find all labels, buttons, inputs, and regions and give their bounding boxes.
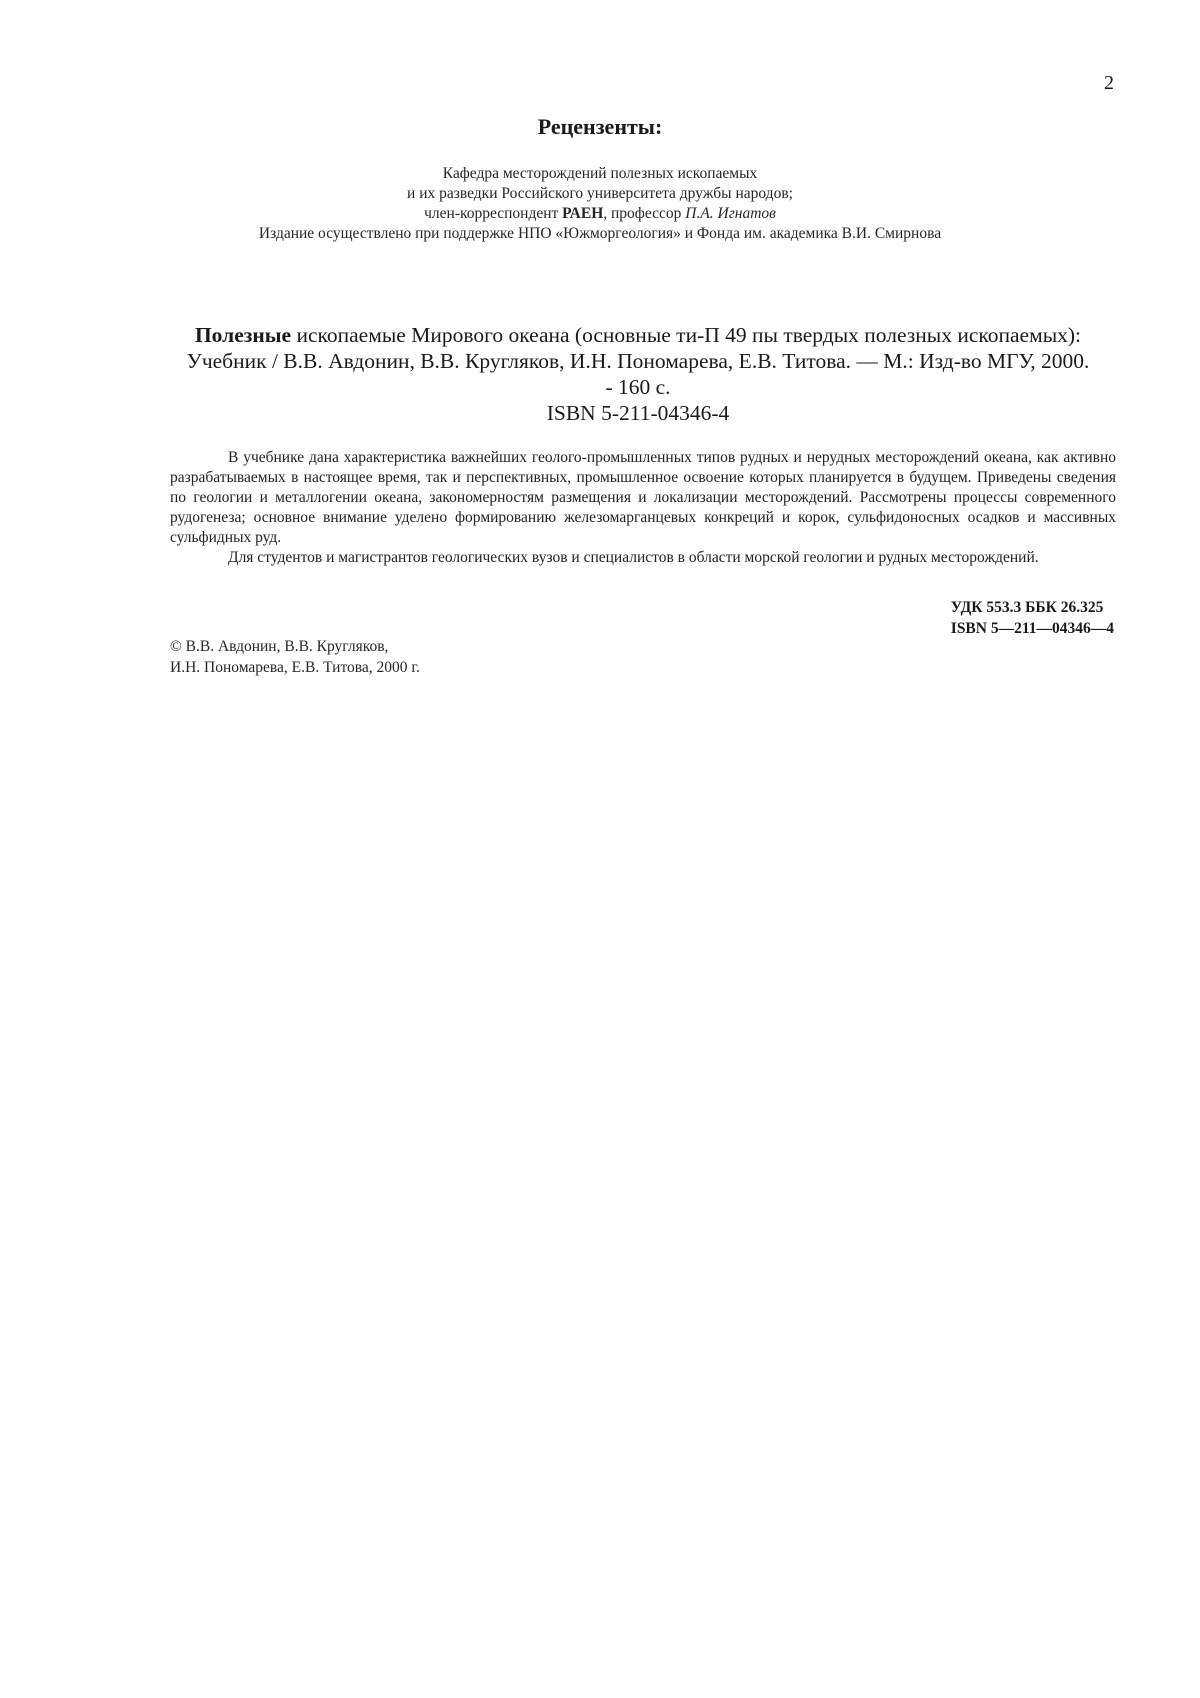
reviewers-line-3 [0, 204, 1200, 224]
citation-isbn-line: ISBN 5-211-04346-4 [546, 401, 730, 425]
citation-title-rest: ископаемые Мирового океана (основные ти-П 49 пы твердых полезных ископаемых): [291, 323, 1082, 347]
copyright-notice [170, 636, 420, 678]
citation-title-bold: Полезные [194, 323, 292, 347]
isbn-code: ISBN 5—211—04346—4 [950, 620, 1114, 637]
reviewer-title: член-корреспондент [424, 205, 563, 222]
copyright-line-1: © В.В. Авдонин, В.В. Кругляков, [170, 638, 389, 655]
udk-bbk-codes: УДК 553.3 ББК 26.325 [950, 599, 1104, 616]
copyright-line-2: И.Н. Пономарева, Е.В. Титова, 2000 г. [170, 659, 420, 676]
bibliographic-citation [160, 322, 1116, 426]
reviewers-line-1: Кафедра месторождений полезных ископаемых [442, 165, 758, 182]
abstract-paragraph-1: В учебнике дана характеристика важнейших геолого-промышленных типов рудных и нерудных месторождений океана, как активно разрабатываемых в настоящее время, так и перспективных, промышленное освоение которых планируется в будущем. Приведены сведения по геологии и металлогении океана, закономерностям размещения и локализации месторождений. Рассмотрены процессы современного рудогенеза; основное внимание уделено формированию железомарганцевых конкреций и корок, сульфидоносных осадков и массивных сульфидных руд. [170, 449, 1116, 546]
reviewer-name: П.А. Игнатов [685, 205, 776, 222]
academy-abbreviation: РАЕН [562, 205, 604, 222]
classification-codes [951, 597, 1114, 639]
citation-title-line [160, 322, 1116, 348]
abstract-paragraph-2: Для студентов и магистрантов геологических вузов и специалистов в области морской геологии и рудных месторождений. [228, 549, 1039, 566]
page-number: 2 [1104, 72, 1114, 94]
reviewers-heading: Рецензенты: [537, 114, 663, 139]
citation-authors-line: Учебник / В.В. Авдонин, В.В. Кругляков, И.Н. Пономарева, Е.В. Титова. — М.: Изд-во МГУ, 2000. [186, 349, 1090, 373]
citation-pages-line: - 160 с. [605, 375, 671, 399]
abstract [170, 448, 1116, 568]
reviewers-block [0, 164, 1200, 244]
reviewers-line-2: и их разведки Российского университета дружбы народов; [407, 185, 793, 202]
reviewer-role: , профессор [603, 205, 686, 222]
sponsorship-note: Издание осуществлено при поддержке НПО «Южморгеология» и Фонда им. академика В.И. Смирнова [258, 225, 942, 242]
